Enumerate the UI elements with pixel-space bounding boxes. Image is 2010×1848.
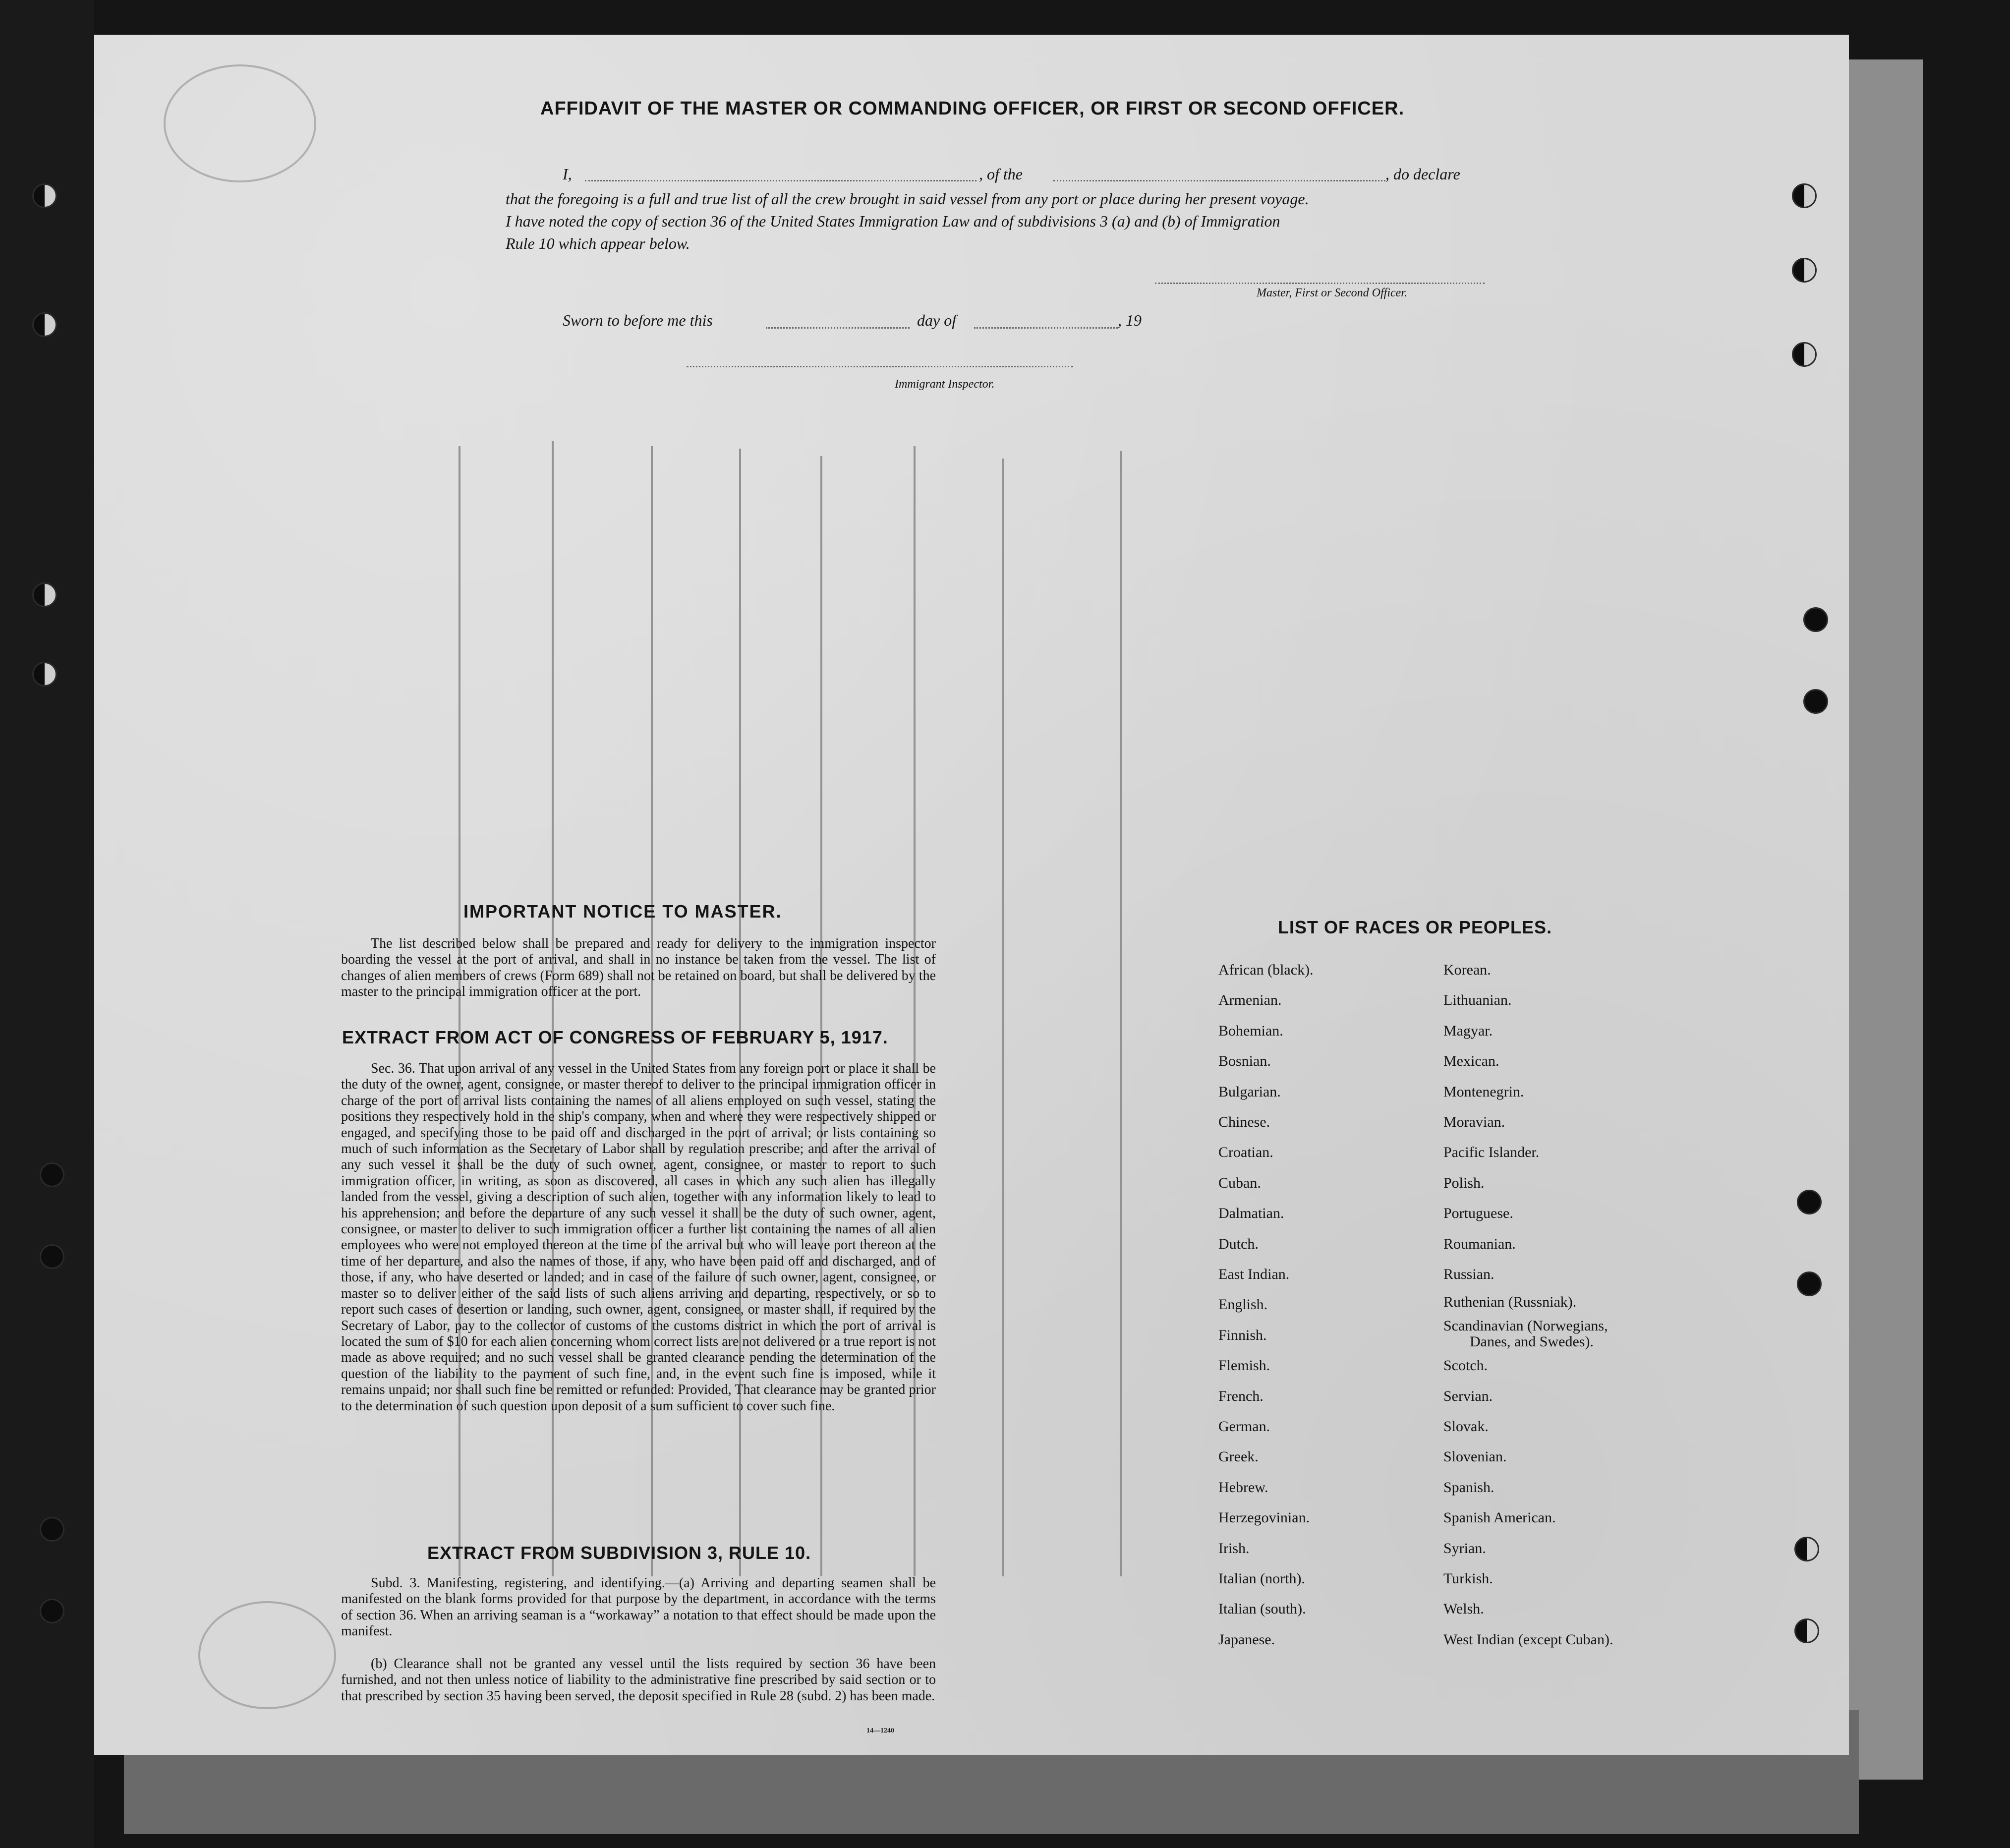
name-blank-line[interactable]	[585, 180, 976, 181]
race-item: Scotch.	[1443, 1357, 1488, 1374]
rule-extract-para-b: (b) Clearance shall not be granted any vessel until the lists required by section 36 have been furnished, and not then unless notice of liability to the administrative fine prescribed by said section or to that prescribed by section 35 having been served, the deposit specified in Rule 28 (subd. 2) has been made.	[341, 1656, 936, 1704]
binder-edge-left	[0, 0, 94, 1848]
race-item: African (black).	[1218, 962, 1314, 978]
affidavit-i-label: I,	[563, 165, 572, 183]
race-item: Turkish.	[1443, 1570, 1493, 1587]
punch-hole-icon	[1797, 1190, 1822, 1214]
punch-hole-icon	[1794, 1618, 1819, 1643]
race-item: Japanese.	[1218, 1631, 1275, 1648]
act-extract-title: EXTRACT FROM ACT OF CONGRESS OF FEBRUARY 5, 1917.	[342, 1027, 888, 1047]
race-item: Slovenian.	[1443, 1448, 1507, 1465]
faded-stamp-bottom	[198, 1601, 336, 1709]
vessel-blank-line[interactable]	[1053, 180, 1385, 181]
race-item: Ruthenian (Russniak).	[1443, 1294, 1577, 1310]
race-item: German.	[1218, 1418, 1270, 1435]
sworn-label: Sworn to before me this	[563, 311, 713, 329]
affidavit-line-3: Rule 10 which appear below.	[506, 234, 690, 252]
race-item: Syrian.	[1443, 1540, 1486, 1557]
race-item: Greek.	[1218, 1448, 1259, 1465]
sworn-month-blank[interactable]	[974, 327, 1118, 329]
race-item: Irish.	[1218, 1540, 1250, 1557]
race-item: Cuban.	[1218, 1174, 1261, 1191]
race-item: West Indian (except Cuban).	[1443, 1631, 1613, 1648]
race-item: Servian.	[1443, 1387, 1493, 1404]
punch-hole-icon	[1794, 1537, 1819, 1561]
race-item: Armenian.	[1218, 992, 1282, 1009]
affidavit-line-2: I have noted the copy of section 36 of the United States Immigration Law and of subdivisions 3 (a) and (b) of Immigration	[506, 212, 1280, 230]
punch-hole-icon	[32, 582, 57, 607]
race-item: Italian (south).	[1218, 1601, 1306, 1617]
races-title: LIST OF RACES OR PEOPLES.	[1278, 917, 1552, 937]
race-item: Spanish.	[1443, 1479, 1494, 1496]
race-item: Montenegrin.	[1443, 1083, 1524, 1100]
affidavit-title: AFFIDAVIT OF THE MASTER OR COMMANDING OFFICER, OR FIRST OR SECOND OFFICER.	[540, 98, 1405, 119]
rule-extract-title: EXTRACT FROM SUBDIVISION 3, RULE 10.	[427, 1543, 811, 1563]
race-item: Polish.	[1443, 1174, 1485, 1191]
race-item: Pacific Islander.	[1443, 1144, 1540, 1161]
race-item: Dutch.	[1218, 1235, 1259, 1252]
punch-hole-icon	[40, 1517, 64, 1542]
form-number: 14—1240	[866, 1727, 894, 1734]
notice-text: The list described below shall be prepared and ready for delivery to the immigration inspector boarding the vessel at the port of arrival, and shall in no instance be taken from the vessel. The list of changes of alien members of crews (Form 689) shall not be retained on board, but shall be delivered by the master to the principal immigration officer at the port.	[341, 936, 936, 1000]
race-item: English.	[1218, 1296, 1268, 1313]
race-item: French.	[1218, 1387, 1263, 1404]
punch-hole-icon	[1792, 342, 1817, 367]
page-edge-right	[1849, 59, 1923, 1780]
race-scandinavian-continued: Danes, and Swedes).	[1470, 1333, 1594, 1350]
inspector-caption: Immigrant Inspector.	[895, 378, 995, 391]
punch-hole-icon	[40, 1162, 64, 1187]
act-extract-text: Sec. 36. That upon arrival of any vessel in the United States from any foreign port or place it shall be the duty of the owner, agent, consignee, or master thereof to deliver to the principal immigration officer in charge of the port of arrival lists containing the names of all aliens employed on such vessel, stating the positions they respectively hold in the ship's company, when and where they were respectively shipped or engaged, and specifying those to be paid off and discharged in the port of arrival; or lists containing so much of such information as the Secretary of Labor shall by regulation prescribe; and after the arrival of any such vessel it shall be the duty of such owner, agent, consignee, or master to report to such immigration officer, in writing, as soon as discovered, all cases in which any such alien has illegally landed from the vessel, giving a description of such alien, together with any information likely to lead to his apprehension; and before the departure of any such vessel it shall be the duty of such owner, agent, consignee, or master to deliver to such immigration officer a further list containing the names of all alien employees who were not employed thereon at the time of the arrival but who will leave port thereon at the time of her departure, and also the names of those, if any, who have been paid off and discharged, and of those, if any, who have deserted or landed; and in case of the failure of such owner, agent, consignee, or master so to deliver either of the said lists of such aliens arriving and departing, respectively, or so to report such cases of desertion or landing, such owner, agent, consignee, or master shall, if required by the Secretary of Labor, pay to the collector of customs of the customs district in which the port of arrival is located the sum of $10 for each alien concerning whom correct lists are not delivered or a true report is not made as above required; and no such vessel shall be granted clearance pending the determination of the question of the liability to the payment of such fine, and, in the event such fine is imposed, while it remains unpaid; nor shall such fine be remitted or refunded: Provided, That clearance may be granted prior to the determination of such question upon deposit of a sum sufficient to cover such fine.	[341, 1061, 936, 1414]
punch-hole-icon	[1803, 607, 1828, 632]
punch-hole-icon	[1792, 258, 1817, 283]
race-item: Scandinavian (Norwegians,	[1443, 1318, 1608, 1334]
column-rule	[1002, 459, 1004, 1576]
punch-hole-icon	[32, 662, 57, 687]
race-item: Slovak.	[1443, 1418, 1489, 1435]
faded-stamp-top	[164, 64, 316, 182]
punch-hole-icon	[1792, 183, 1817, 208]
race-item: Welsh.	[1443, 1601, 1484, 1617]
signature-caption: Master, First or Second Officer.	[1257, 287, 1407, 299]
punch-hole-icon	[1797, 1271, 1822, 1296]
race-item: Spanish American.	[1443, 1509, 1556, 1526]
document-page	[94, 35, 1849, 1755]
punch-hole-icon	[40, 1599, 64, 1623]
day-of-label: day of	[917, 311, 957, 329]
affidavit-do-declare: , do declare	[1385, 165, 1460, 183]
affidavit-line-1: that the foregoing is a full and true list of all the crew brought in said vessel from any port or place during her present voyage.	[506, 190, 1309, 208]
punch-hole-icon	[1803, 689, 1828, 714]
inspector-blank-line[interactable]	[687, 366, 1073, 367]
affidavit-of-the-label: , of the	[979, 165, 1023, 183]
sworn-day-blank[interactable]	[766, 327, 910, 329]
race-item: Roumanian.	[1443, 1235, 1516, 1252]
race-item: Portuguese.	[1443, 1205, 1513, 1222]
race-item: Lithuanian.	[1443, 992, 1512, 1009]
race-item: Bosnian.	[1218, 1053, 1271, 1070]
race-item: Hebrew.	[1218, 1479, 1268, 1496]
race-item: Bohemian.	[1218, 1022, 1283, 1039]
race-item: Herzegovinian.	[1218, 1509, 1310, 1526]
race-item: Moravian.	[1443, 1114, 1505, 1130]
race-item: East Indian.	[1218, 1266, 1290, 1282]
race-item: Magyar.	[1443, 1022, 1493, 1039]
race-item: Bulgarian.	[1218, 1083, 1281, 1100]
column-rule	[1120, 451, 1122, 1576]
race-item: Korean.	[1443, 962, 1491, 978]
race-item: Mexican.	[1443, 1053, 1499, 1070]
race-item: Dalmatian.	[1218, 1205, 1284, 1222]
race-item: Italian (north).	[1218, 1570, 1305, 1587]
signature-blank-line[interactable]	[1155, 283, 1485, 284]
race-item: Russian.	[1443, 1266, 1494, 1282]
race-item: Chinese.	[1218, 1114, 1270, 1130]
race-item: Flemish.	[1218, 1357, 1270, 1374]
year-label: , 19	[1118, 311, 1142, 329]
notice-title: IMPORTANT NOTICE TO MASTER.	[463, 901, 782, 922]
race-item: Finnish.	[1218, 1327, 1267, 1343]
punch-hole-icon	[32, 312, 57, 337]
punch-hole-icon	[40, 1244, 64, 1269]
punch-hole-icon	[32, 183, 57, 208]
rule-extract-para-a: Subd. 3. Manifesting, registering, and identifying.—(a) Arriving and departing seamen shall be manifested on the blank forms provided for that purpose by the department, in accordance with the terms of section 36. When an arriving seaman is a “workaway” a notation to that effect should be made upon the manifest.	[341, 1575, 936, 1639]
race-item: Croatian.	[1218, 1144, 1273, 1161]
